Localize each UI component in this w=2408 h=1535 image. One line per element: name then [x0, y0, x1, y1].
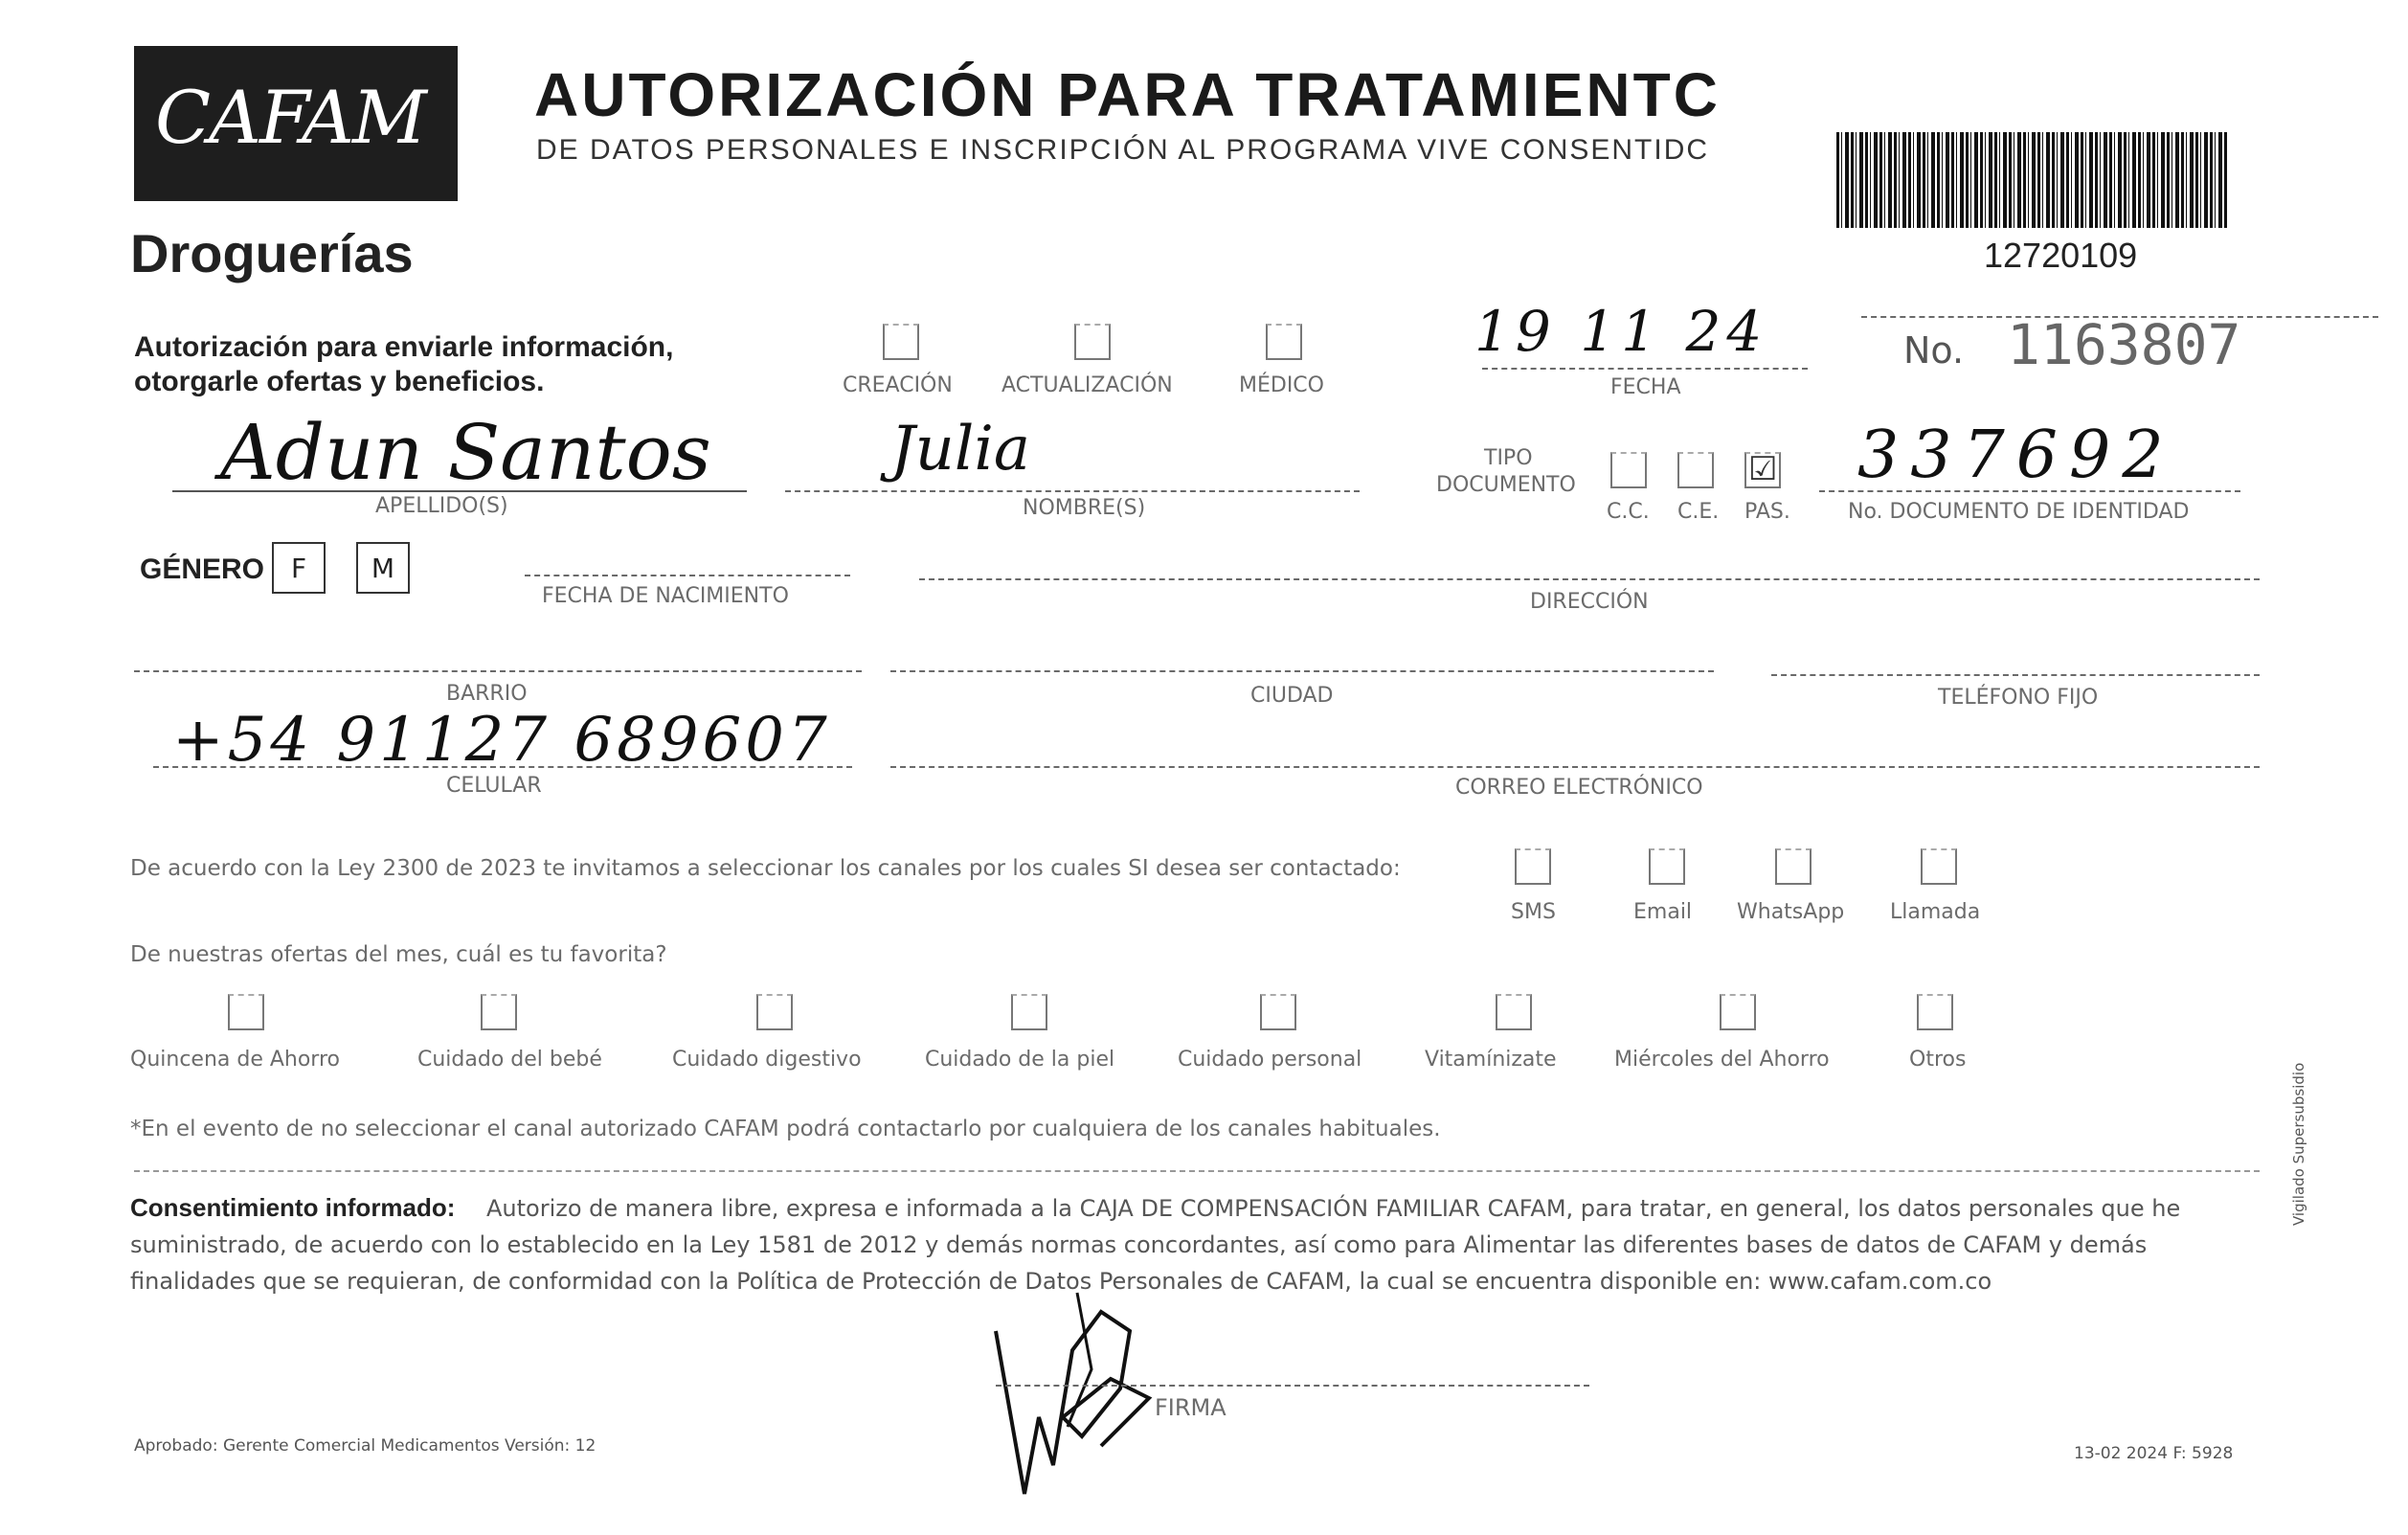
celular-label: CELULAR [446, 774, 542, 798]
genero-label: GÉNERO [140, 553, 265, 585]
fecha-line [1482, 368, 1808, 370]
offer-checkbox-7[interactable] [1720, 994, 1756, 1030]
section-divider [134, 1170, 2260, 1172]
consecutive-number: 1163807 [2007, 312, 2241, 377]
nombres-line[interactable] [785, 490, 1360, 492]
offer-checkbox-6[interactable] [1496, 994, 1532, 1030]
offer-label-8: Otros [1909, 1048, 1967, 1072]
doc-number-label: No. DOCUMENTO DE IDENTIDAD [1848, 500, 2190, 524]
cc-label: C.C. [1607, 500, 1650, 524]
offer-checkbox-4[interactable] [1011, 994, 1047, 1030]
barrio-label: BARRIO [446, 682, 528, 706]
pas-label: PAS. [1744, 500, 1790, 524]
direccion-line[interactable] [919, 578, 2260, 580]
apellidos-line[interactable] [172, 490, 747, 492]
no-line [1861, 316, 2378, 318]
nombres-value: Julia [890, 414, 1030, 485]
no-label: No. [1903, 329, 1965, 372]
side-vertical-text: Vigilado Supersubsidio [2290, 1062, 2307, 1226]
medico-label: MÉDICO [1239, 373, 1324, 397]
page-title: AUTORIZACIÓN PARA TRATAMIENTC [534, 60, 1721, 129]
ce-label: C.E. [1677, 500, 1720, 524]
consent-heading: Consentimiento informado: [130, 1193, 456, 1222]
ce-checkbox[interactable] [1677, 452, 1714, 488]
sms-checkbox[interactable] [1515, 848, 1551, 885]
offer-checkbox-5[interactable] [1260, 994, 1296, 1030]
offer-label-6: Vitamínizate [1425, 1048, 1557, 1072]
offers-question: De nuestras ofertas del mes, cuál es tu favorita? [130, 942, 667, 967]
apellidos-value: Adun Santos [220, 408, 711, 497]
barcode-number: 12720109 [1984, 236, 2138, 275]
ciudad-label: CIUDAD [1250, 684, 1334, 708]
firma-label: FIRMA [1155, 1394, 1227, 1421]
apellidos-label: APELLIDO(S) [375, 494, 508, 518]
whatsapp-label: WhatsApp [1737, 900, 1845, 924]
genero-m-box[interactable]: M [356, 542, 410, 594]
offer-label-1: Quincena de Ahorro [130, 1048, 340, 1072]
offer-label-4: Cuidado de la piel [925, 1048, 1115, 1072]
logo-text: CAFAM [155, 75, 425, 160]
llamada-checkbox[interactable] [1921, 848, 1957, 885]
medico-checkbox[interactable] [1266, 324, 1302, 360]
offer-checkbox-2[interactable] [481, 994, 517, 1030]
pas-checkbox[interactable] [1744, 452, 1781, 488]
consent-line-2: suministrado, de acuerdo con lo establecido en la Ley 1581 de 2012 y demás normas concordantes, así como para Alimentar las diferentes bases de datos de CAFAM y demás [130, 1231, 2148, 1258]
nombres-label: NOMBRE(S) [1023, 496, 1146, 520]
offer-checkbox-3[interactable] [756, 994, 793, 1030]
doc-number-value: 337692 [1857, 418, 2175, 493]
form-code: 13-02 2024 F: 5928 [2074, 1444, 2234, 1463]
nacimiento-line[interactable] [525, 575, 850, 576]
genero-f-box[interactable]: F [272, 542, 326, 594]
barrio-line[interactable] [134, 670, 862, 672]
approved-text: Aprobado: Gerente Comercial Medicamentos Versión: 12 [134, 1436, 596, 1456]
actualizacion-checkbox[interactable] [1074, 324, 1111, 360]
cafam-logo [134, 46, 458, 201]
intro-line-1: Autorización para enviarle información, [134, 331, 674, 363]
telefono-line[interactable] [1771, 674, 2260, 676]
offer-label-3: Cuidado digestivo [672, 1048, 862, 1072]
tipo-label-1: TIPO [1484, 446, 1533, 470]
signature-drawing [986, 1274, 1178, 1503]
barcode [1836, 132, 2227, 228]
logo-subtitle: Droguerías [130, 223, 414, 283]
creacion-checkbox[interactable] [883, 324, 919, 360]
channels-text: De acuerdo con la Ley 2300 de 2023 te invitamos a seleccionar los canales por los cuales SI desea ser contactado: [130, 856, 1401, 881]
whatsapp-checkbox[interactable] [1775, 848, 1812, 885]
sms-label: SMS [1511, 900, 1556, 924]
tipo-label-2: DOCUMENTO [1436, 473, 1576, 497]
cc-checkbox[interactable] [1610, 452, 1647, 488]
consent-line-1: Autorizo de manera libre, expresa e informada a la CAJA DE COMPENSACIÓN FAMILIAR CAFAM, para tratar, en general, los datos personales que he [486, 1195, 2181, 1222]
email-checkbox[interactable] [1649, 848, 1685, 885]
offer-label-7: Miércoles del Ahorro [1614, 1048, 1830, 1072]
nacimiento-label: FECHA DE NACIMIENTO [542, 584, 789, 608]
telefono-label: TELÉFONO FIJO [1938, 686, 2099, 710]
fecha-label: FECHA [1610, 375, 1681, 399]
consent-line-3: finalidades que se requieran, de conformidad con la Política de Protección de Datos Personales de CAFAM, la cual se encuentra disponible en: www.cafam.com.co [130, 1268, 1992, 1295]
page-subtitle: DE DATOS PERSONALES E INSCRIPCIÓN AL PROGRAMA VIVE CONSENTIDC [536, 134, 1710, 166]
offers-footnote: *En el evento de no seleccionar el canal autorizado CAFAM podrá contactarlo por cualquiera de los canales habituales. [130, 1117, 1441, 1141]
offer-label-5: Cuidado personal [1178, 1048, 1362, 1072]
offer-label-2: Cuidado del bebé [417, 1048, 602, 1072]
correo-label: CORREO ELECTRÓNICO [1455, 776, 1703, 800]
fecha-value: 19 11 24 [1474, 299, 1768, 364]
offer-checkbox-8[interactable] [1917, 994, 1953, 1030]
doc-number-line[interactable] [1819, 490, 2240, 492]
direccion-label: DIRECCIÓN [1530, 590, 1649, 614]
firma-line[interactable] [996, 1385, 1589, 1387]
celular-line[interactable] [153, 766, 852, 768]
correo-line[interactable] [890, 766, 2260, 768]
actualizacion-label: ACTUALIZACIÓN [1001, 373, 1173, 397]
ciudad-line[interactable] [890, 670, 1714, 672]
creacion-label: CREACIÓN [843, 373, 953, 397]
offer-checkbox-1[interactable] [228, 994, 264, 1030]
intro-line-2: otorgarle ofertas y beneficios. [134, 366, 545, 397]
check-mark: ☑ [1748, 451, 1778, 487]
email-label: Email [1633, 900, 1693, 924]
celular-value: +54 91127 689607 [172, 705, 831, 776]
llamada-label: Llamada [1890, 900, 1981, 924]
